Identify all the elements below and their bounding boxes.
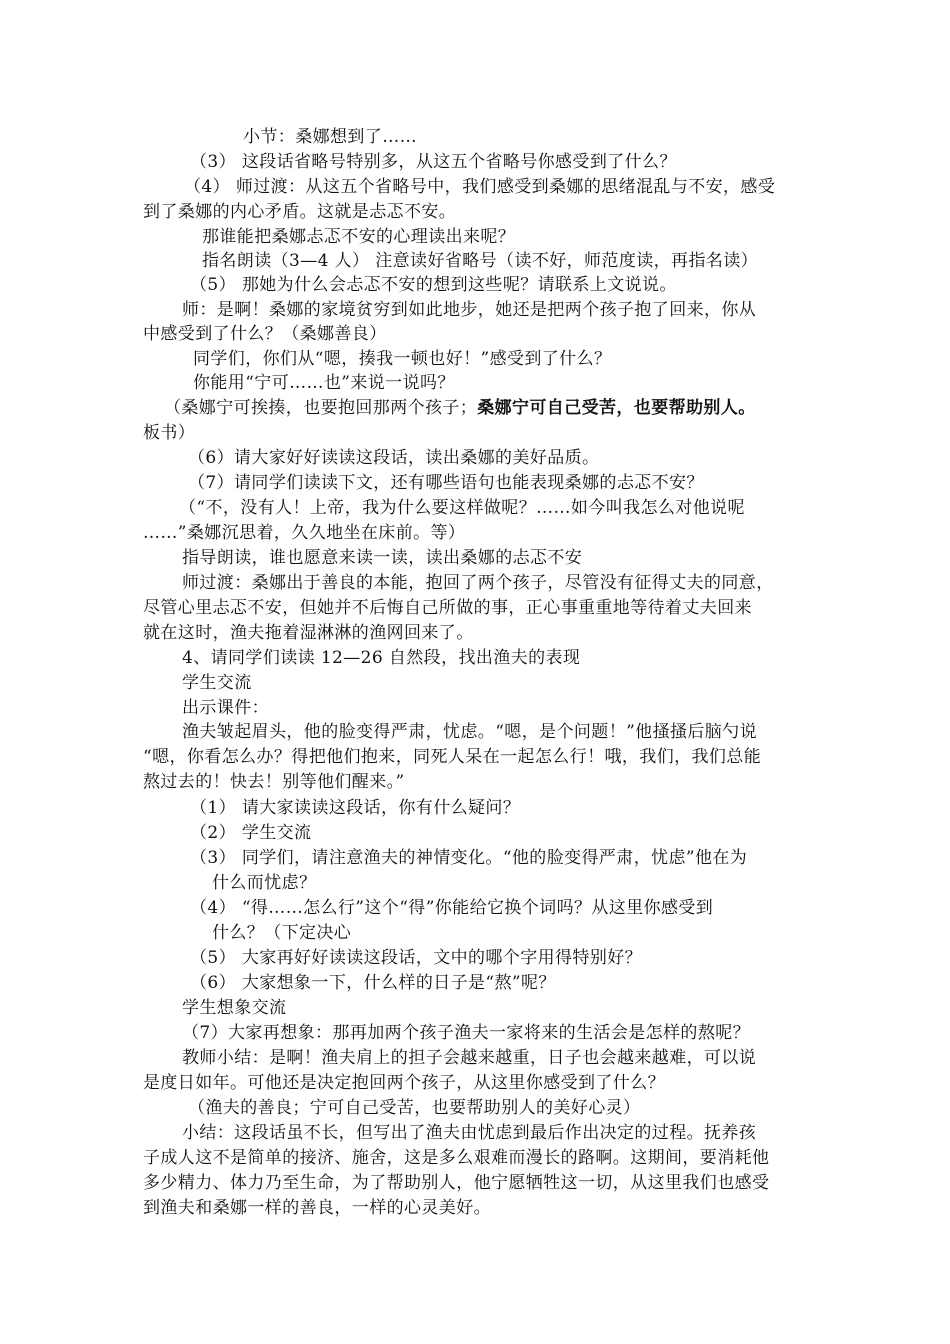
text-line: 教师小结：是啊！渔夫肩上的担子会越来越重，日子也会越来越难，可以说 [182, 1048, 757, 1068]
text-line: 小节：桑娜想到了…… [243, 127, 417, 147]
text-line: （“不，没有人！上帝，我为什么要这样做呢？……如今叫我怎么对他说呢 [179, 498, 745, 518]
text-line: （渔夫的善良；宁可自己受苦，也要帮助别人的美好心灵） [188, 1098, 641, 1118]
text-line: 是度日如年。可他还是决定抱回两个孩子，从这里你感受到了什么？ [143, 1073, 665, 1093]
text-line: 同学们，你们从“嗯，揍我一顿也好！”感受到了什么？ [193, 349, 612, 369]
text-line: 中感受到了什么？（桑娜善良） [143, 324, 387, 344]
text-line: （2） 学生交流 [190, 823, 312, 843]
text-line: 到了桑娜的内心矛盾。这就是忐忑不安。 [143, 202, 457, 222]
text-line: “嗯，你看怎么办？得把他们抱来，同死人呆在一起怎么行！哦，我们，我们总能 [143, 747, 762, 767]
text-line: （5） 大家再好好读读这段话，文中的哪个字用得特别好？ [190, 948, 643, 968]
text-line: （6） 大家想象一下，什么样的日子是“熬”呢？ [190, 973, 556, 993]
text-line: 指名朗读（3—4 人） 注意读好省略号（读不好，师范度读，再指名读） [202, 251, 759, 271]
text-line: 出示课件： [182, 698, 269, 718]
text-line: （3） 同学们，请注意渔夫的神情变化。“他的脸变得严肃，忧虑”他在为 [190, 848, 748, 868]
text-line: （1） 请大家读读这段话，你有什么疑问？ [190, 798, 521, 818]
text-line: 师：是啊！桑娜的家境贫穷到如此地步，她还是把两个孩子抱了回来，你从 [182, 300, 757, 320]
text-line: 板书） [143, 423, 196, 443]
text-line: 到渔夫和桑娜一样的善良，一样的心灵美好。 [143, 1198, 491, 1218]
text-line: 多少精力、体力乃至生命，为了帮助别人，他宁愿牺牲这一切，从这里我们也感受 [143, 1173, 770, 1193]
text-line: 小结：这段话虽不长，但写出了渔夫由忧虑到最后作出决定的过程。抚养孩 [182, 1123, 757, 1143]
text-line: 渔夫皱起眉头，他的脸变得严肃，忧虑。“嗯，是个问题！”他搔搔后脑勺说 [182, 722, 757, 742]
text-line: 那谁能把桑娜忐忑不安的心理读出来呢？ [202, 227, 516, 247]
text-line: 学生交流 [182, 673, 252, 693]
text-line: 什么？（下定决心 [212, 923, 352, 943]
text-segment: （桑娜宁可挨揍，也要抱回那两个孩子； [164, 398, 478, 418]
text-line: （4） 师过渡：从这五个省略号中，我们感受到桑娜的思绪混乱与不安，感受 [184, 177, 776, 197]
text-line: 尽管心里忐忑不安，但她并不后悔自己所做的事，正心事重重地等待着丈夫回来 [143, 598, 752, 618]
text-line: 就在这时，渔夫拖着湿淋淋的渔网回来了。 [143, 623, 474, 643]
text-line: 指导朗读，谁也愿意来读一读，读出桑娜的忐忑不安 [182, 548, 583, 568]
bold-board-text: 桑娜宁可自己受苦，也要帮助别人。 [477, 398, 756, 418]
text-line: （5） 那她为什么会忐忑不安的想到这些呢？请联系上文说说。 [190, 275, 677, 295]
text-line: 你能用“宁可……也”来说一说吗？ [193, 373, 455, 393]
text-line: 熬过去的！快去！别等他们醒来。” [143, 772, 405, 792]
text-line: 子成人这不是简单的接济、施舍，这是多么艰难而漫长的路啊。这期间，要消耗他 [143, 1148, 770, 1168]
text-line: 师过渡：桑娜出于善良的本能，抱回了两个孩子，尽管没有征得丈夫的同意， [182, 573, 774, 593]
text-line: （4） “得……怎么行”这个“得”你能给它换个词吗？从这里你感受到 [190, 898, 714, 918]
text-line [164, 396, 756, 420]
text-line: 4、请同学们读读 12—26 自然段，找出渔夫的表现 [182, 648, 581, 668]
text-line: （3） 这段话省略号特别多，从这五个省略号你感受到了什么？ [190, 152, 677, 172]
text-line: 学生想象交流 [182, 998, 287, 1018]
text-line: （7）请同学们读读下文，还有哪些语句也能表现桑娜的忐忑不安？ [188, 473, 704, 493]
text-line: （6）请大家好好读读这段话，读出桑娜的美好品质。 [188, 448, 600, 468]
text-line: （7）大家再想象：那再加两个孩子渔夫一家将来的生活会是怎样的熬呢？ [182, 1023, 751, 1043]
text-line: 什么而忧虑？ [212, 873, 317, 893]
text-line: ……”桑娜沉思着，久久地坐在床前。等） [143, 523, 466, 543]
